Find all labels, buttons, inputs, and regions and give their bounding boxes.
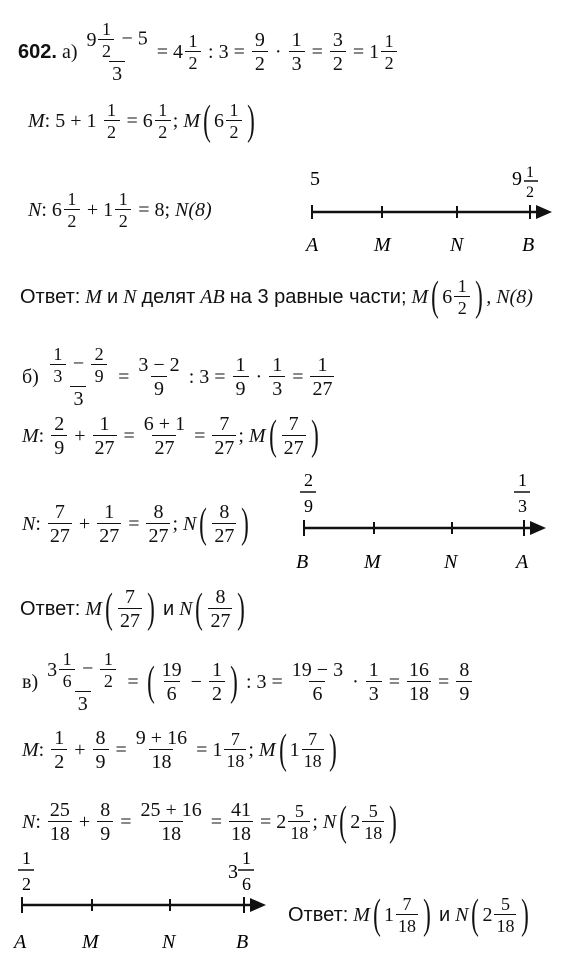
part-v-n-line: N: $\frac{25}{18}$ + $\frac{8}{9}$ = $\frac{25 + 16}{18}$ = $\frac{41}{18}$ = 2 $\frac{5}{18}$ ; N( 2 $\frac{5}{18}$ ) bbox=[22, 799, 398, 845]
part-a-answer: Ответ: M и N делят AB на 3 равные части; M( 6 $\frac{1}{2}$ ) , N(8) bbox=[20, 274, 533, 320]
svg-text:9: 9 bbox=[512, 168, 522, 190]
svg-text:1: 1 bbox=[242, 848, 251, 868]
svg-text:B: B bbox=[236, 931, 249, 953]
part-b-n-line: N: $\frac{7}{27}$ + $\frac{1}{27}$ = $\frac{8}{27}$ ; N( $\frac{8}{27}$ ) bbox=[22, 501, 250, 547]
svg-text:2: 2 bbox=[22, 874, 31, 894]
svg-text:3: 3 bbox=[228, 861, 238, 883]
svg-text:N: N bbox=[450, 234, 464, 256]
part-v-m-line: M: $\frac{1}{2}$ + $\frac{8}{9}$ = $\frac{9 + 16}{18}$ = 1 $\frac{7}{18}$ ; M( 1 $\frac{7}{18}$ ) bbox=[22, 727, 337, 773]
svg-text:A: A bbox=[14, 931, 27, 953]
svg-text:N: N bbox=[444, 551, 458, 573]
part-a-m-line: M: 5 + 1 $\frac{1}{2}$ = 6 $\frac{1}{2}$ ; M( 6 $\frac{1}{2}$ ) bbox=[28, 98, 255, 144]
svg-text:B: B bbox=[522, 234, 535, 256]
svg-text:6: 6 bbox=[242, 874, 251, 894]
svg-text:9: 9 bbox=[304, 496, 313, 516]
part-b-calc: б) $\frac{1}{3}$ − $\frac{2}{9}$ 3 = $\frac{3 - 2}{9}$ : 3 = $\frac{1}{9}$ · $\frac{1}{3}$ = $\frac{1}{27}$ bbox=[22, 344, 333, 410]
svg-text:N: N bbox=[162, 931, 176, 953]
part-b-complex-fraction: $\frac{1}{3}$ − $\frac{2}{9}$ 3 bbox=[46, 345, 111, 409]
part-b-number-line bbox=[282, 470, 557, 580]
problem-number: 602. bbox=[18, 41, 57, 63]
svg-text:1: 1 bbox=[518, 470, 527, 490]
part-b-answer: Ответ: M( $\frac{7}{27}$ ) и N( $\frac{8}{27}$ ) bbox=[20, 586, 246, 632]
svg-text:2: 2 bbox=[304, 470, 313, 490]
part-v-calc: в) 3 $\frac{1}{6}$ − $\frac{1}{2}$ 3 = ( $\frac{19}{6}$ − $\frac{1}{2}$ ) : 3 = $\frac{19 - 3}{6}$ · $\frac{1}{3}$ = $\frac{16}{18}$ = $\frac{8}{9}$ bbox=[22, 650, 474, 714]
svg-text:A: A bbox=[306, 234, 319, 256]
part-a-calc: 602. а) 9 $\frac{1}{2}$ − 5 3 = 4 $\frac{1}{2}$ : 3 = $\frac{9}{2}$ · $\frac{1}{3}$ = $\frac{3}{2}$ = 1 $\frac{1}{2}$ bbox=[18, 20, 399, 84]
svg-text:A: A bbox=[516, 551, 529, 573]
svg-text:M: M bbox=[374, 234, 391, 256]
part-a-number-line bbox=[290, 165, 560, 260]
part-b-m-line: M: $\frac{2}{9}$ + $\frac{1}{27}$ = $\frac{6 + 1}{27}$ = $\frac{7}{27}$ ; M( $\frac{7}{27}$ ) bbox=[22, 413, 319, 459]
part-a-complex-fraction: 9 $\frac{1}{2}$ − 5 3 bbox=[86, 19, 148, 85]
svg-text:2: 2 bbox=[526, 184, 534, 201]
part-v-complex-fraction: 3 $\frac{1}{6}$ − $\frac{1}{2}$ 3 bbox=[45, 650, 120, 714]
svg-text:1: 1 bbox=[22, 848, 31, 868]
part-v-number-line bbox=[6, 848, 276, 960]
svg-text:1: 1 bbox=[526, 165, 534, 181]
svg-text:M: M bbox=[82, 931, 99, 953]
svg-text:B: B bbox=[296, 551, 309, 573]
svg-text:M: M bbox=[364, 551, 381, 573]
axis-a-left-value: 5 bbox=[310, 168, 320, 190]
part-a-label: а) bbox=[61, 41, 78, 63]
part-a-n-line: N: 6 $\frac{1}{2}$ + 1 $\frac{1}{2}$ = 8; N(8) bbox=[28, 189, 212, 231]
part-v-answer: Ответ: M( 1 $\frac{7}{18}$ ) и N( 2 $\frac{5}{18}$ ) bbox=[288, 892, 530, 938]
svg-text:3: 3 bbox=[518, 496, 527, 516]
